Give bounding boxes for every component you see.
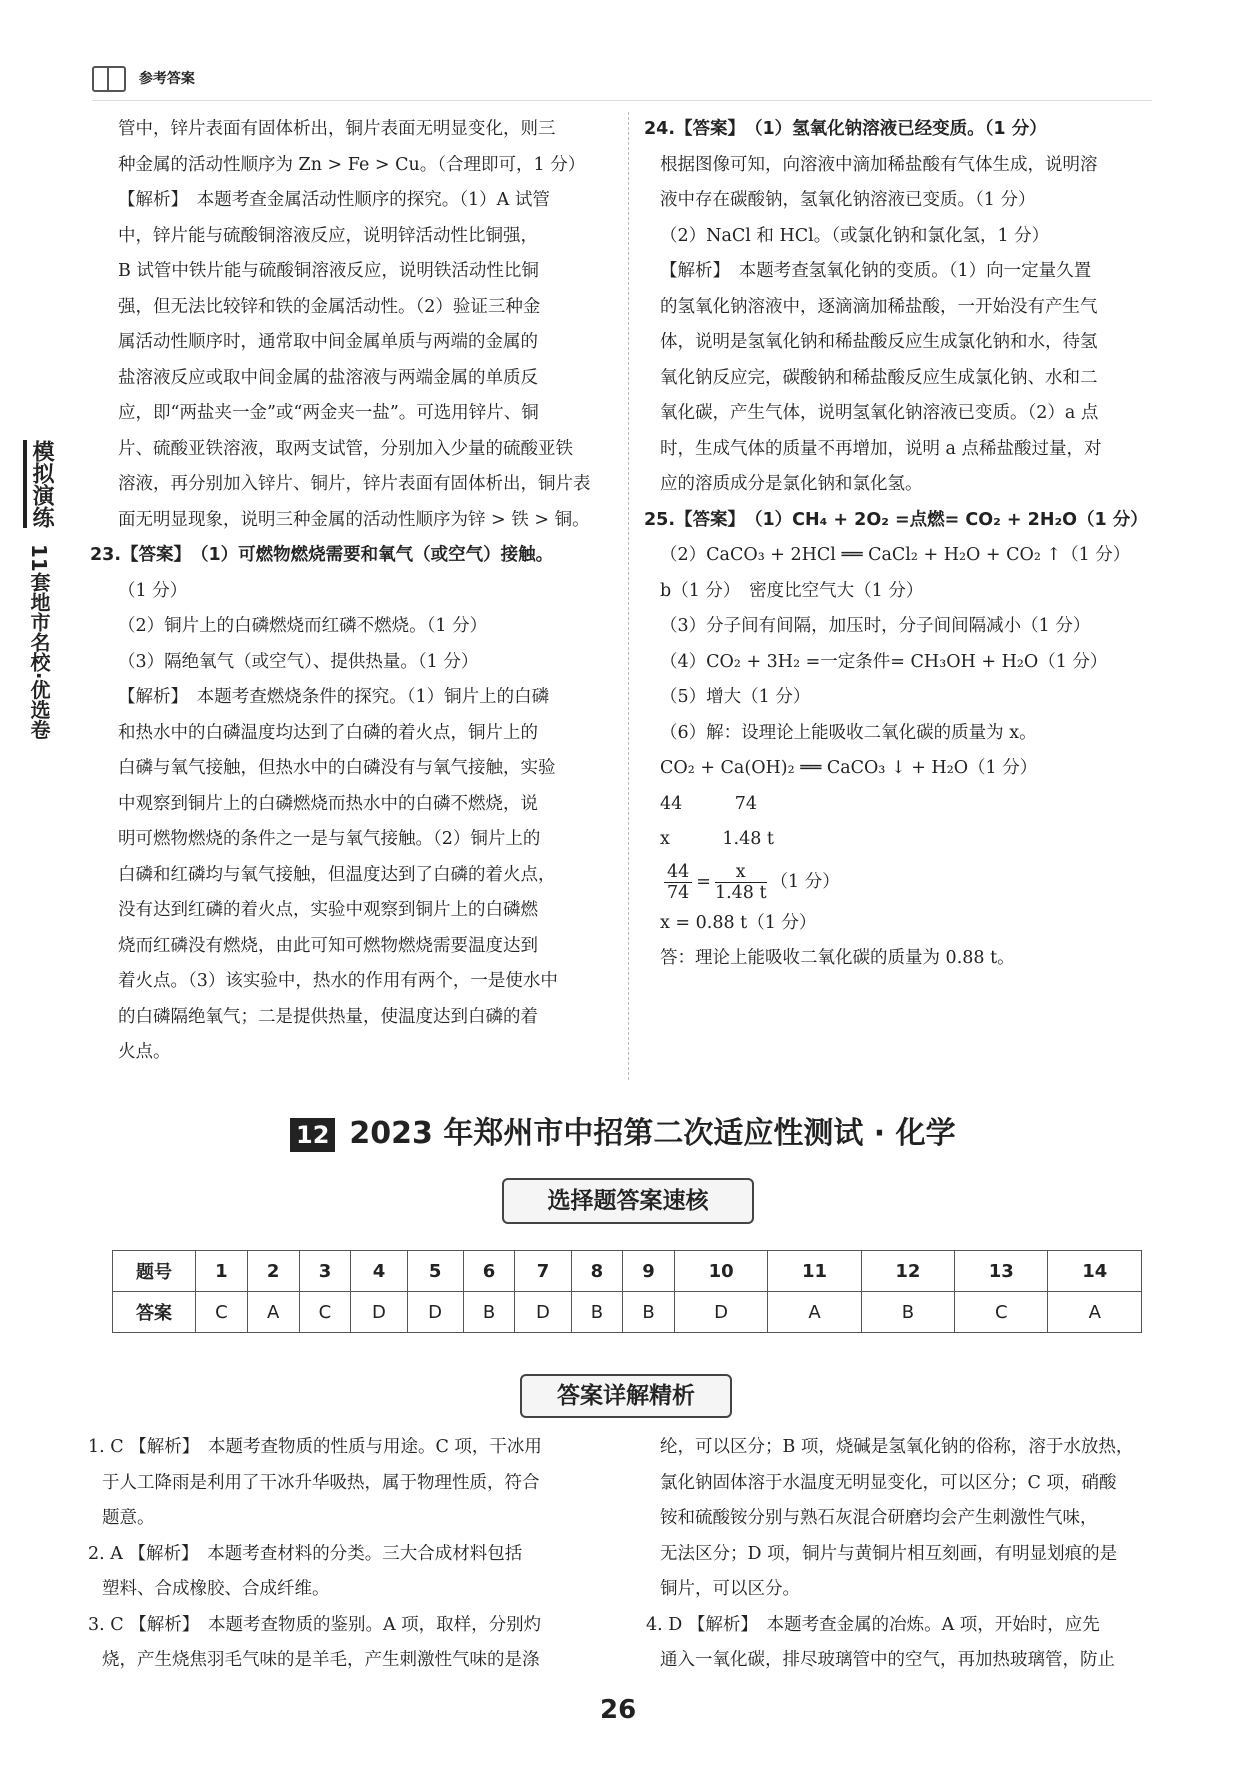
text-line: 【解析】 本题考查燃烧条件的探究。（1）铜片上的白磷 — [118, 687, 550, 707]
text-line: 25.【答案】 （1）CH₄ + 2O₂ =点燃= CO₂ + 2H₂O（1 分） — [644, 509, 1148, 530]
table-cell: B — [861, 1292, 954, 1333]
text-line: （1 分） — [118, 580, 188, 601]
table-cell: 6 — [463, 1251, 515, 1292]
text-line: 铜片，可以区分。 — [660, 1579, 800, 1599]
text-line: 答：理论上能吸收二氧化碳的质量为 0.88 t。 — [660, 948, 1015, 968]
page-header — [92, 66, 195, 92]
table-cell: B — [463, 1292, 515, 1333]
text-line: 于人工降雨是利用了干冰升华吸热，属于物理性质，符合 — [102, 1472, 540, 1493]
sidebar-tab — [18, 440, 60, 747]
text-line: 24.【答案】 （1）氢氧化钠溶液已经变质。（1 分） — [644, 119, 1047, 139]
text-line: 明可燃物燃烧的条件之一是与氧气接触。（2）铜片上的 — [118, 829, 541, 849]
table-cell: 12 — [861, 1251, 954, 1292]
table-cell: D — [407, 1292, 463, 1333]
table-cell: C — [196, 1292, 248, 1333]
text-line: 火点。 — [118, 1042, 171, 1062]
table-cell: A — [247, 1292, 299, 1333]
sidebar-text-2: 11套地市名校·优选卷 — [27, 544, 51, 740]
table-cell: C — [955, 1292, 1048, 1333]
table-cell: A — [1048, 1292, 1142, 1333]
text-line: 着火点。（3）该实验中，热水的作用有两个，一是使水中 — [118, 971, 558, 991]
text-line: （2）NaCl 和 HCl。（或氯化钠和氯化氢，1 分） — [660, 225, 1050, 246]
table-row-answers — [113, 1292, 1142, 1333]
text-line: 溶液，再分别加入锌片、铜片，锌片表面有固体析出，铜片表 — [118, 474, 591, 494]
text-line: 铵和硫酸铵分别与熟石灰混合研磨均会产生刺激性气味， — [660, 1508, 1098, 1528]
column-divider — [628, 112, 629, 1080]
text-line: 23.【答案】 （1）可燃物燃烧需要和氧气（或空气）接触。 — [90, 545, 554, 565]
section-title-text: 2023 年郑州市中招第二次适应性测试 · 化学 — [349, 1116, 956, 1151]
text-line: 白磷和红磷均与氧气接触，但温度达到了白磷的着火点， — [118, 864, 556, 885]
row-header: 题号 — [113, 1251, 196, 1292]
table-cell: 8 — [571, 1251, 623, 1292]
table-cell: D — [351, 1292, 407, 1333]
table-cell: D — [515, 1292, 571, 1333]
table-cell: 10 — [674, 1251, 767, 1292]
text-line: （2）铜片上的白磷燃烧而红磷不燃烧。（1 分） — [118, 616, 488, 636]
text-line: （5）增大（1 分） — [660, 687, 811, 707]
text-line: 时，生成气体的质量不再增加，说明 a 点稀盐酸过量，对 — [660, 438, 1102, 459]
text-line: 根据图像可知，向溶液中滴加稀盐酸有气体生成，说明溶 — [660, 154, 1098, 175]
table-cell: 11 — [768, 1251, 861, 1292]
text-line: 和热水中的白磷温度均达到了白磷的着火点，铜片上的 — [118, 722, 538, 743]
text-line: CO₂ + Ca(OH)₂ ══ CaCO₃ ↓ + H₂O（1 分） — [660, 758, 1038, 778]
table-cell: 7 — [515, 1251, 571, 1292]
bottom-left-column — [88, 1430, 616, 1679]
text-line: 中观察到铜片上的白磷燃烧而热水中的白磷不燃烧，说 — [118, 793, 538, 814]
text-line: 氧化碳，产生气体，说明氢氧化钠溶液已变质。（2）a 点 — [660, 403, 1099, 423]
left-column — [90, 112, 616, 1071]
text-line: 【解析】 本题考查金属活动性顺序的探究。（1）A 试管 — [118, 190, 550, 210]
text-line: 管中，锌片表面有固体析出，铜片表面无明显变化，则三 — [118, 119, 556, 139]
bottom-right-column — [646, 1430, 1168, 1679]
section-title — [290, 1108, 956, 1152]
fraction-right: $\frac{x}{1.48 t}$ — [714, 861, 767, 903]
text-line: B 试管中铁片能与硫酸铜溶液反应，说明铁活动性比铜 — [118, 261, 539, 281]
text-line: 【解析】 本题考查氢氧化钠的变质。（1）向一定量久置 — [660, 261, 1092, 281]
table-cell: 4 — [351, 1251, 407, 1292]
text-line: x 1.48 t — [660, 829, 774, 849]
text-line: （6）解：设理论上能吸收二氧化碳的质量为 x。 — [660, 722, 1037, 743]
text-line: 题意。 — [102, 1508, 155, 1528]
table-cell: 9 — [623, 1251, 675, 1292]
header-divider — [92, 100, 1152, 101]
book-icon — [92, 66, 126, 92]
text-line: 通入一氧化碳，排尽玻璃管中的空气，再加热玻璃管，防止 — [660, 1650, 1115, 1670]
table-cell: B — [571, 1292, 623, 1333]
text-line: 塑料、合成橡胶、合成纤维。 — [102, 1579, 330, 1599]
quick-check-heading: 选择题答案速核 — [502, 1178, 754, 1224]
table-cell: 5 — [407, 1251, 463, 1292]
text-line: 烧，产生烧焦羽毛气味的是羊毛，产生刺激性气味的是涤 — [102, 1650, 540, 1670]
fraction-left: $\frac{44}{74}$ — [664, 862, 692, 903]
text-line: 中，锌片能与硫酸铜溶液反应，说明锌活动性比铜强， — [118, 225, 538, 246]
header-label: 参考答案 — [138, 71, 195, 87]
text-line: 应的溶质成分是氯化钠和氯化氢。 — [660, 474, 923, 494]
text-line: 体，说明是氢氧化钠和稀盐酸反应生成氯化钠和水，待氢 — [660, 332, 1098, 352]
text-line: 没有达到红磷的着火点，实验中观察到铜片上的白磷燃 — [118, 900, 538, 920]
text-line: b（1 分） 密度比空气大（1 分） — [660, 580, 924, 601]
text-line: 1. C 【解析】 本题考查物质的性质与用途。C 项，干冰用 — [88, 1437, 542, 1457]
table-cell: 13 — [955, 1251, 1048, 1292]
text-line: 的氢氧化钠溶液中，逐滴滴加稀盐酸，一开始没有产生气 — [660, 296, 1098, 317]
table-cell: A — [768, 1292, 861, 1333]
text-line: 4. D 【解析】 本题考查金属的冶炼。A 项，开始时，应先 — [646, 1614, 1100, 1635]
table-cell: 14 — [1048, 1251, 1142, 1292]
text-line: 种金属的活动性顺序为 Zn > Fe > Cu。（合理即可，1 分） — [118, 154, 586, 175]
text-line: 3. C 【解析】 本题考查物质的鉴别。A 项，取样，分别灼 — [88, 1614, 542, 1635]
text-line: 的白磷隔绝氧气；二是提供热量，使温度达到白磷的着 — [118, 1006, 538, 1027]
row-header: 答案 — [113, 1292, 196, 1333]
text-line: 属活动性顺序时，通常取中间金属单质与两端的金属的 — [118, 332, 538, 352]
text-line: 44 74 — [660, 793, 758, 814]
table-cell: 1 — [196, 1251, 248, 1292]
text-line: 液中存在碳酸钠，氢氧化钠溶液已变质。（1 分） — [660, 190, 1036, 210]
table-cell: 2 — [247, 1251, 299, 1292]
text-line: 面无明显现象，说明三种金属的活动性顺序为锌 > 铁 > 铜。 — [118, 509, 590, 530]
text-line: （4）CO₂ + 3H₂ =一定条件= CH₃OH + H₂O（1 分） — [660, 651, 1108, 672]
page-number: 26 — [600, 1695, 637, 1725]
sidebar-text-1: 模拟演练 — [23, 440, 55, 528]
table-cell: D — [674, 1292, 767, 1333]
text-line: 盐溶液反应或取中间金属的盐溶液与两端金属的单质反 — [118, 367, 538, 388]
section-badge: 12 — [290, 1118, 335, 1152]
text-line: 2. A 【解析】 本题考查材料的分类。三大合成材料包括 — [88, 1543, 523, 1564]
fraction-line: $\frac{44}{74}$ = $\frac{x}{1.48 t}$ （1 分） — [660, 858, 1168, 906]
text-line: x = 0.88 t（1 分） — [660, 912, 817, 933]
table-cell: B — [623, 1292, 675, 1333]
text-line: （3）隔绝氧气（或空气）、提供热量。（1 分） — [118, 651, 479, 672]
text-line: （3）分子间有间隔，加压时，分子间间隔减小（1 分） — [660, 616, 1091, 636]
text-line: 氯化钠固体溶于水温度无明显变化，可以区分；C 项，硝酸 — [660, 1472, 1117, 1493]
answer-table — [112, 1250, 1142, 1333]
text-line: 白磷与氧气接触，但热水中的白磷没有与氧气接触，实验 — [118, 758, 556, 778]
text-line: 片、硫酸亚铁溶液，取两支试管，分别加入少量的硫酸亚铁 — [118, 438, 573, 459]
text-line: 无法区分；D 项，铜片与黄铜片相互刻画，有明显划痕的是 — [660, 1543, 1118, 1564]
right-column — [644, 112, 1168, 977]
text-line: 纶，可以区分；B 项，烧碱是氢氧化钠的俗称，溶于水放热， — [660, 1437, 1134, 1457]
text-line: 应，即“两盐夹一金”或“两金夹一盐”。可选用锌片、铜 — [118, 403, 539, 423]
text-line: （2）CaCO₃ + 2HCl ══ CaCl₂ + H₂O + CO₂ ↑（1 分） — [660, 545, 1131, 565]
text-line: 氧化钠反应完，碳酸钠和稀盐酸反应生成氯化钠、水和二 — [660, 367, 1098, 388]
table-cell: C — [299, 1292, 351, 1333]
text-line: 烧而红磷没有燃烧，由此可知可燃物燃烧需要温度达到 — [118, 935, 538, 956]
text-line: 强，但无法比较锌和铁的金属活动性。（2）验证三种金 — [118, 296, 541, 317]
detail-heading: 答案详解精析 — [520, 1374, 732, 1418]
table-cell: 3 — [299, 1251, 351, 1292]
table-row-numbers — [113, 1251, 1142, 1292]
